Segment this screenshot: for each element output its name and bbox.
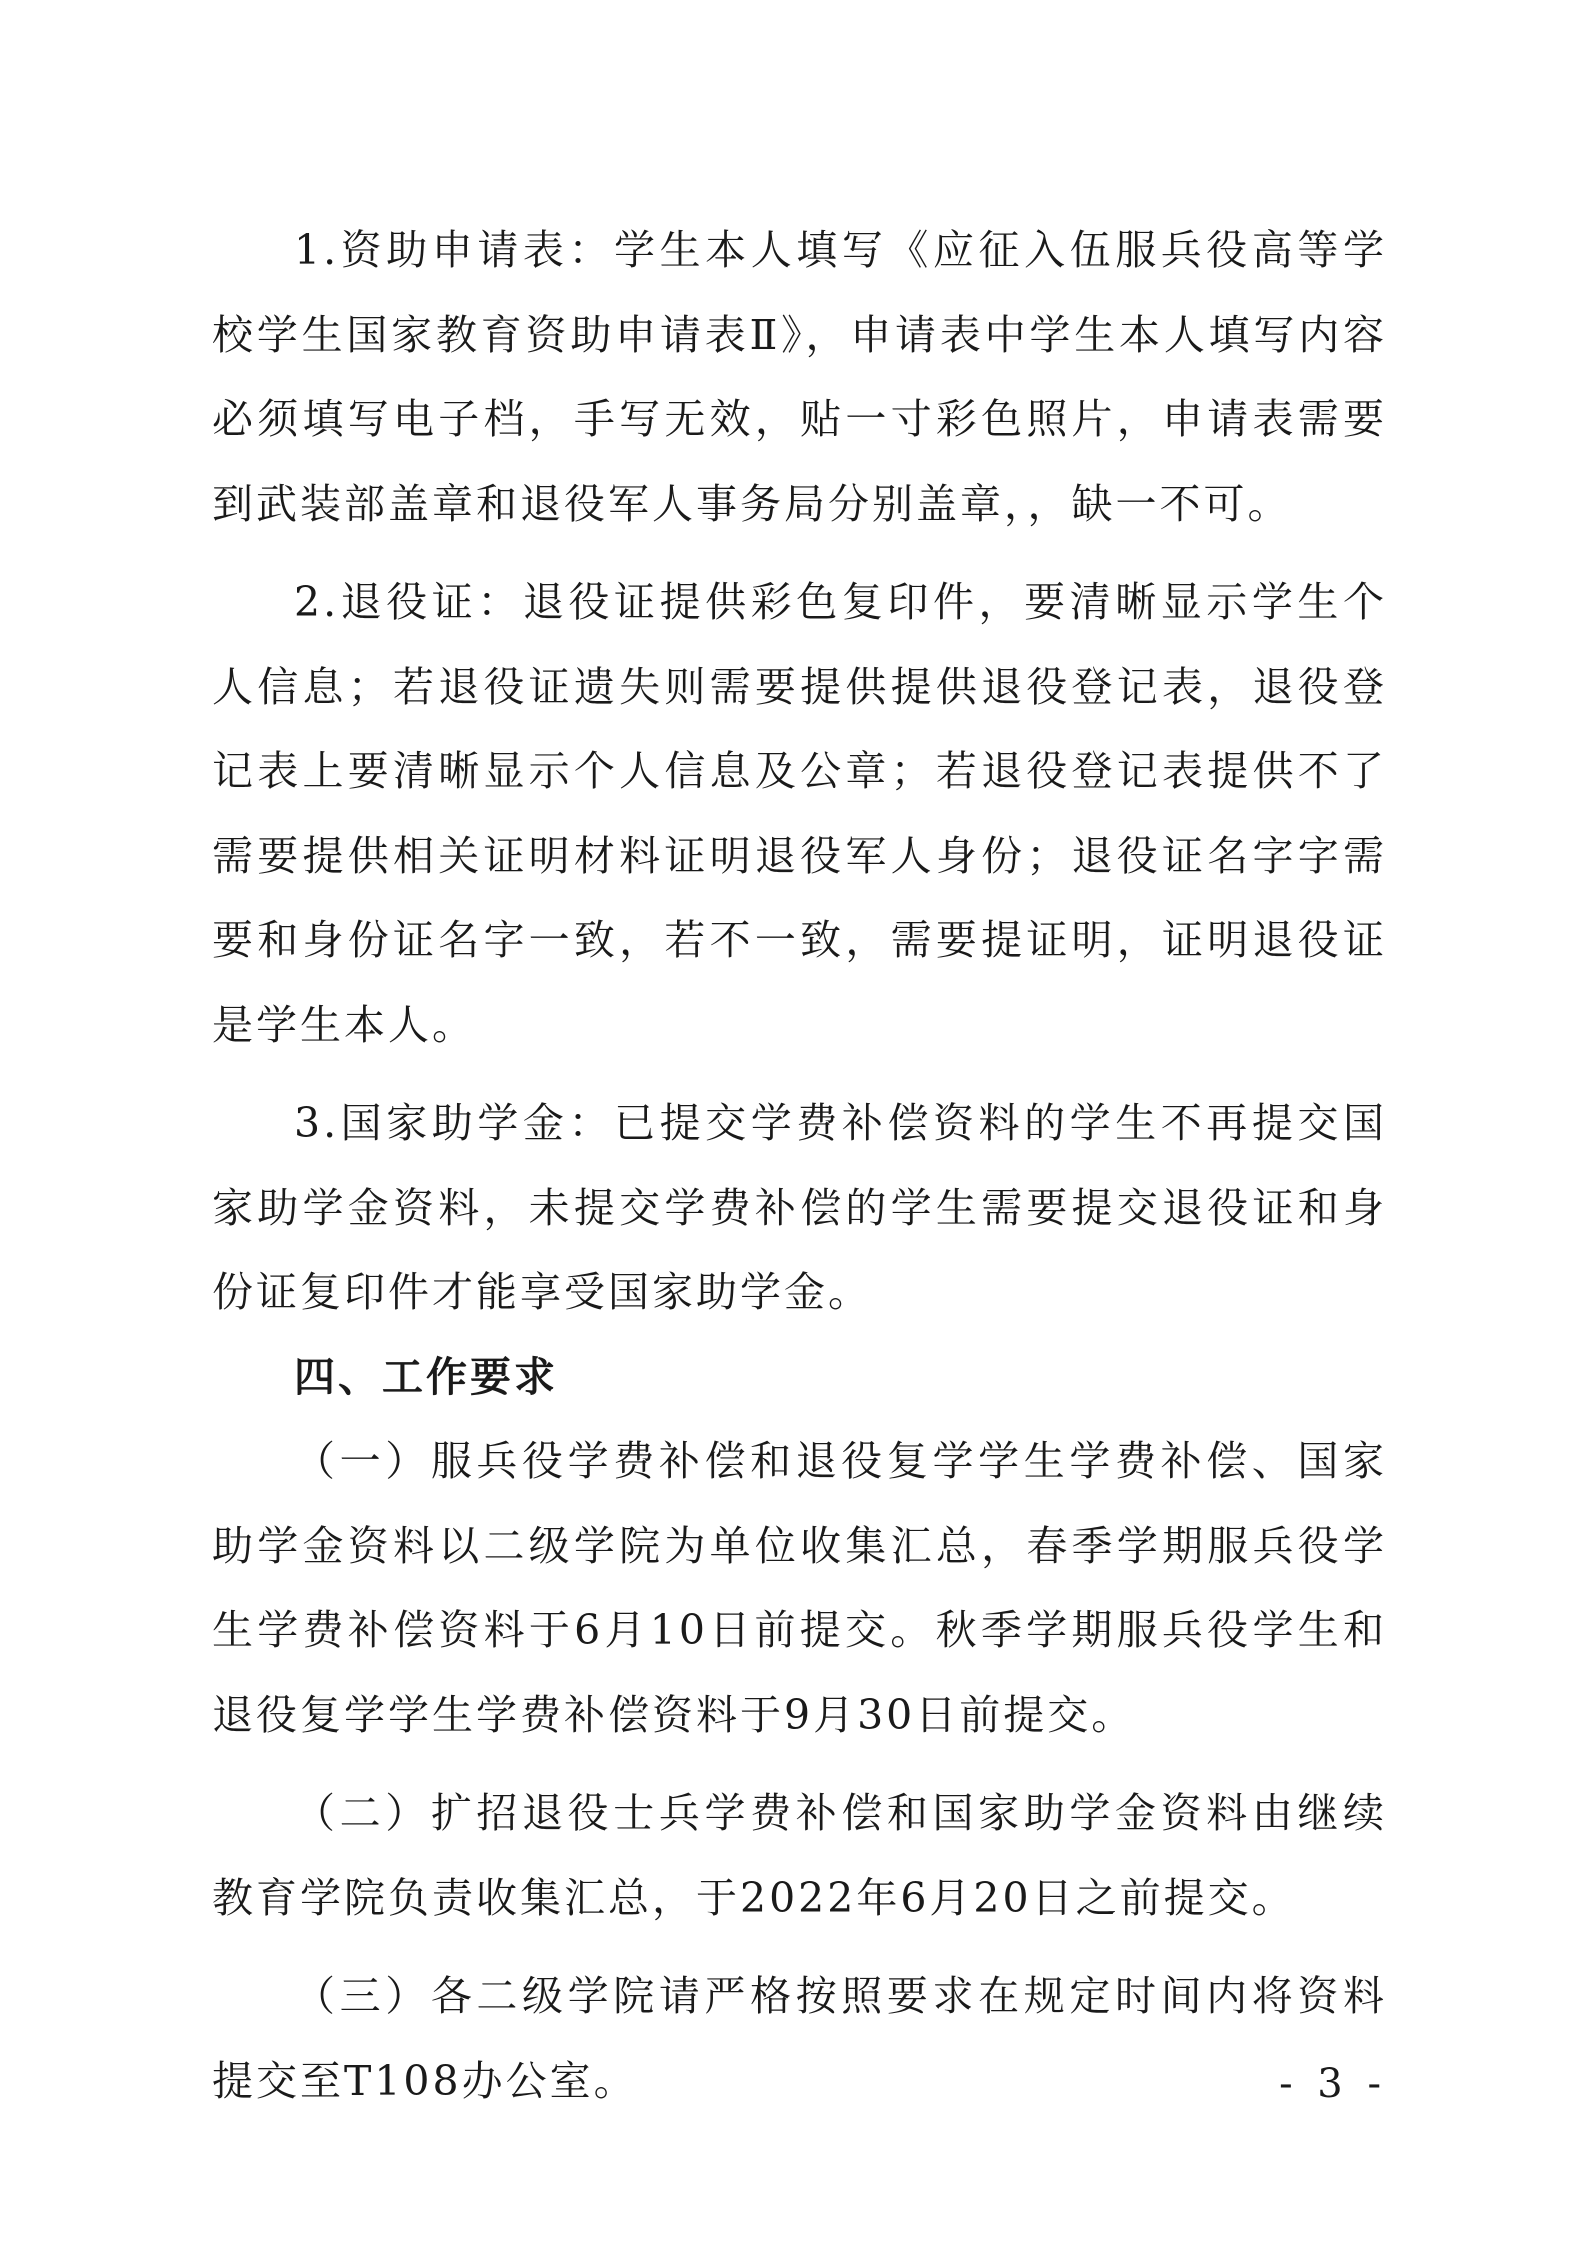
paragraph-requirement-1: （一）服兵役学费补偿和退役复学学生学费补偿、国家助学金资料以二级学院为单位收集汇总，春季学期服兵役学生学费补偿资料于6月10日前提交。秋季学期服兵役学生和退役复学学生学费补偿资料于9月30日前提交。 — [212, 1437, 1387, 1739]
paragraph-national-grant: 3.国家助学金：已提交学费补偿资料的学生不再提交国家助学金资料，未提交学费补偿的学生需要提交退役证和身份证复印件才能享受国家助学金。 — [212, 1099, 1387, 1316]
document-body — [212, 208, 1387, 2137]
paragraph-discharge-certificate: 2.退役证：退役证提供彩色复印件，要清晰显示学生个人信息；若退役证遗失则需要提供提供退役登记表，退役登记表上要清晰显示个人信息及公章；若退役登记表提供不了需要提供相关证明材料证明退役军人身份；退役证名字字需要和身份证名字一致，若不一致，需要提证明，证明退役证是学生本人。 — [212, 578, 1387, 1049]
paragraph-requirement-3: （三）各二级学院请严格按照要求在规定时间内将资料提交至T108办公室。 — [212, 1972, 1387, 2105]
section-heading-work-requirements: 四、工作要求 — [294, 1352, 558, 1401]
paragraph-application-form: 1.资助申请表：学生本人填写《应征入伍服兵役高等学校学生国家教育资助申请表Ⅱ》，申请表中学生本人填写内容必须填写电子档，手写无效，贴一寸彩色照片，申请表需要到武装部盖章和退役军人事务局分别盖章，，缺一不可。 — [212, 226, 1387, 528]
page-number: - 3 - — [1279, 2061, 1387, 2107]
paragraph-requirement-2: （二）扩招退役士兵学费补偿和国家助学金资料由继续教育学院负责收集汇总，于2022年6月20日之前提交。 — [212, 1789, 1387, 1922]
